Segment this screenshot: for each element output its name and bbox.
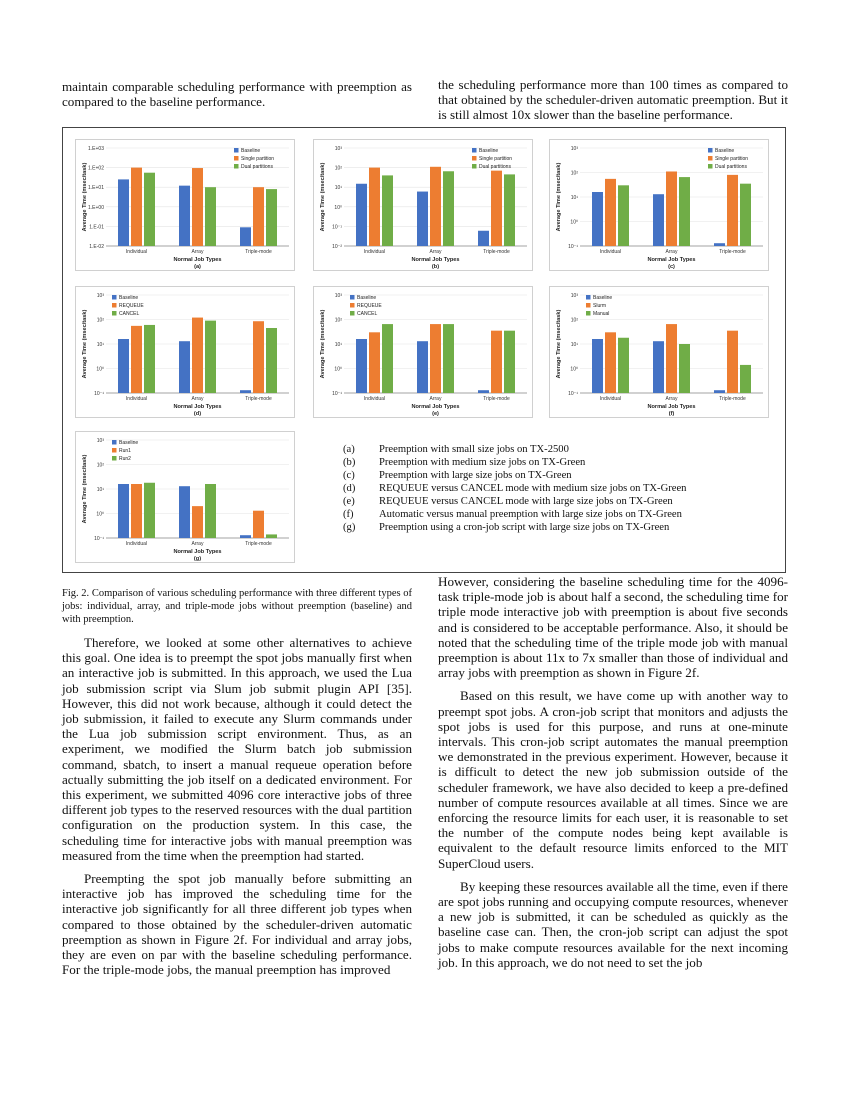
subfigure-legend-row: (f) Automatic versus manual preemption with large size jobs on TX-Green bbox=[343, 509, 682, 520]
bar-dual-partitions bbox=[205, 187, 216, 246]
y-tick-label: 10³ bbox=[96, 293, 104, 299]
legend-label: Dual partitions bbox=[241, 164, 273, 170]
legend-swatch bbox=[350, 303, 355, 308]
paragraph: the scheduling performance more than 100 times as compared to that obtained by the scheduler-driven automatic preemption. But it is still almost 10x slower than the baseline performance. bbox=[438, 77, 788, 123]
y-axis-title: Average Time (msec/task) bbox=[82, 454, 88, 524]
bar-cancel bbox=[144, 325, 155, 393]
chart-panel-d bbox=[75, 286, 295, 418]
legend-swatch bbox=[234, 148, 239, 153]
y-tick-label: 10⁰ bbox=[570, 219, 578, 226]
y-tick-label: 10⁰ bbox=[96, 511, 104, 518]
legend-swatch bbox=[112, 295, 117, 300]
legend-label: Dual partitions bbox=[715, 164, 747, 170]
bar-baseline bbox=[592, 192, 603, 246]
bar-requeue bbox=[369, 332, 380, 393]
bar-baseline bbox=[179, 341, 190, 393]
subfigure-label: (e) bbox=[432, 411, 439, 417]
chart-panel-a bbox=[75, 139, 295, 271]
y-tick-label: 10⁰ bbox=[96, 366, 104, 373]
legend-label: CANCEL bbox=[357, 311, 378, 317]
legend-swatch bbox=[112, 448, 117, 453]
bar-baseline bbox=[478, 390, 489, 393]
legend-swatch bbox=[708, 148, 713, 153]
bar-slurm bbox=[666, 324, 677, 393]
y-tick-label: 10² bbox=[334, 165, 342, 172]
bar-run1 bbox=[192, 506, 203, 538]
y-tick-label: 1.E-02 bbox=[89, 244, 104, 250]
bar-cancel bbox=[443, 324, 454, 393]
legend-label: Slurm bbox=[593, 303, 607, 309]
bar-dual-partitions bbox=[618, 185, 629, 246]
y-tick-label: 10⁻¹ bbox=[94, 536, 104, 542]
chart-svg bbox=[76, 432, 296, 564]
top-right-text bbox=[438, 77, 788, 123]
bar-requeue bbox=[131, 326, 142, 393]
bar-baseline bbox=[179, 186, 190, 246]
y-tick-label: 10¹ bbox=[570, 342, 578, 348]
y-tick-label: 10⁻¹ bbox=[332, 224, 342, 231]
chart-svg bbox=[76, 287, 296, 419]
y-axis-title: Average Time (msec/task) bbox=[320, 309, 326, 379]
y-tick-label: 10³ bbox=[334, 293, 342, 299]
chart-svg bbox=[314, 287, 534, 419]
bar-run2 bbox=[205, 484, 216, 538]
x-tick-label: Individual bbox=[125, 396, 148, 402]
paragraph: Therefore, we looked at some other alternatives to achieve this goal. One idea is to preempt the spot jobs manually first when an interactive job is submitted. In this approach, we used the Lua job submission script via Slum job submit plugin API [35]. However, this did not work because, although it could detect the job submission, it failed to execute any Slurm commands under the Lua job submission script environment. Thus, as an experiment, we modified the Slurm batch job submission command, sbatch, to insert a manual requeue operation before actually submitting the job itself on a dedicated environment. For this experiment, we submitted 4096 core interactive jobs of three different job types to the reserved resources with the dual partition configuration on the production system. In this case, the scheduling time for interactive jobs with manual preemption was measured from the time when the preemption had started. bbox=[62, 635, 412, 863]
subfigure-label: (b) bbox=[431, 264, 440, 270]
x-tick-label: Array bbox=[429, 396, 442, 402]
legend-swatch bbox=[112, 303, 117, 308]
bar-cancel bbox=[504, 331, 515, 393]
y-tick-label: 10² bbox=[96, 462, 104, 469]
legend-label: Baseline bbox=[715, 148, 735, 154]
x-tick-label: Triple-mode bbox=[245, 396, 272, 402]
x-tick-label: Array bbox=[191, 249, 204, 255]
x-tick-label: Array bbox=[665, 396, 678, 402]
x-axis-title: Normal Job Types bbox=[647, 257, 696, 263]
bar-cancel bbox=[205, 321, 216, 393]
legend-label: Dual partitions bbox=[479, 164, 511, 170]
bar-slurm bbox=[727, 331, 738, 393]
bar-baseline bbox=[653, 341, 664, 393]
bar-dual-partitions bbox=[144, 173, 155, 246]
y-tick-label: 10¹ bbox=[96, 487, 104, 493]
chart-panel-f bbox=[549, 286, 769, 418]
y-tick-label: 10² bbox=[96, 317, 104, 324]
bar-baseline bbox=[714, 243, 725, 246]
bar-baseline bbox=[240, 390, 251, 393]
y-tick-label: 10³ bbox=[570, 146, 578, 152]
subfigure-label: (f) bbox=[668, 411, 675, 417]
bar-requeue bbox=[430, 324, 441, 393]
x-axis-title: Normal Job Types bbox=[411, 257, 460, 263]
x-axis-title: Normal Job Types bbox=[173, 549, 222, 555]
paragraph: Based on this result, we have come up with another way to preempt spot jobs. A cron-job script that monitors and adjusts the spot jobs is used for this purpose, and runs at one-minute intervals. This cron-job script automates the manual preemption we demonstrated in the previous experiment. However, because it is difficult to detect the new job submission outside of the scheduler framework, we have also decided to keep a pre-defined number of compute resources available at all times. Since we are enforcing the resource limits for each user, it is reasonable to set the number of the compute nodes being kept available is equivalent to the default resource limits enforced to the MIT SuperCloud users. bbox=[438, 688, 788, 871]
x-tick-label: Triple-mode bbox=[719, 396, 746, 402]
bar-requeue bbox=[491, 331, 502, 393]
bar-run2 bbox=[144, 483, 155, 538]
legend-swatch bbox=[586, 311, 591, 316]
bar-manual bbox=[618, 338, 629, 393]
y-tick-label: 10¹ bbox=[96, 342, 104, 348]
bar-single-partition bbox=[666, 171, 677, 246]
y-tick-label: 10³ bbox=[334, 146, 342, 152]
y-tick-label: 10⁻¹ bbox=[332, 391, 342, 397]
legend-label: Run1 bbox=[119, 448, 131, 454]
y-tick-label: 10² bbox=[334, 317, 342, 324]
legend-label: Single partition bbox=[715, 156, 749, 162]
y-tick-label: 10⁰ bbox=[334, 366, 342, 373]
legend-swatch bbox=[350, 311, 355, 316]
subfigure-label: (c) bbox=[668, 264, 675, 270]
x-axis-title: Normal Job Types bbox=[173, 257, 222, 263]
y-axis-title: Average Time (msec/task) bbox=[82, 162, 88, 232]
bar-dual-partitions bbox=[443, 171, 454, 246]
bottom-left-text bbox=[62, 635, 412, 977]
legend-swatch bbox=[234, 156, 239, 161]
subfigure-legend-row: (d) REQUEUE versus CANCEL mode with medium size jobs on TX-Green bbox=[343, 483, 687, 494]
paragraph: By keeping these resources available all the time, even if there are spot jobs running and occupying compute resources, whenever a new job is submitted, it can be scheduled as quickly as the baseline case can. Then, the cron-job script can adjust the spot jobs to make compute resources available for the next incoming job. In this approach, we do not need to set the job bbox=[438, 878, 788, 970]
x-tick-label: Individual bbox=[363, 396, 386, 402]
bar-baseline bbox=[240, 227, 251, 246]
bar-baseline bbox=[118, 339, 129, 393]
bar-baseline bbox=[240, 535, 251, 538]
bar-baseline bbox=[417, 341, 428, 393]
bar-single-partition bbox=[491, 171, 502, 246]
legend-label: Single partition bbox=[241, 156, 275, 162]
bar-baseline bbox=[356, 184, 367, 246]
legend-label: Baseline bbox=[241, 148, 261, 154]
x-axis-title: Normal Job Types bbox=[411, 404, 460, 410]
chart-svg bbox=[550, 287, 770, 419]
chart-svg bbox=[550, 140, 770, 272]
x-tick-label: Array bbox=[665, 249, 678, 255]
bar-baseline bbox=[118, 484, 129, 538]
figure-caption: Fig. 2. Comparison of various scheduling performance with three different types of jobs: individual, array, and triple-mode jobs without preemption (baseline) and with preemption. bbox=[62, 588, 412, 625]
subfigure-legend-row: (g) Preemption using a cron-job script with large size jobs on TX-Green bbox=[343, 522, 670, 533]
y-tick-label: 10⁰ bbox=[334, 204, 342, 211]
x-tick-label: Array bbox=[191, 396, 204, 402]
legend-label: Baseline bbox=[119, 295, 139, 301]
top-left-text bbox=[62, 79, 412, 109]
x-tick-label: Individual bbox=[599, 396, 622, 402]
chart-panel-g bbox=[75, 431, 295, 563]
bar-cancel bbox=[382, 324, 393, 393]
bar-run1 bbox=[131, 484, 142, 538]
x-tick-label: Array bbox=[191, 541, 204, 547]
bar-run2 bbox=[266, 534, 277, 538]
bar-baseline bbox=[118, 179, 129, 246]
subfigure-legend-row: (e) REQUEUE versus CANCEL mode with large size jobs on TX-Green bbox=[343, 496, 673, 507]
bar-single-partition bbox=[430, 167, 441, 246]
bar-requeue bbox=[192, 318, 203, 393]
legend-swatch bbox=[586, 303, 591, 308]
y-axis-title: Average Time (msec/task) bbox=[320, 162, 326, 232]
legend-swatch bbox=[708, 156, 713, 161]
bar-run1 bbox=[253, 511, 264, 538]
y-tick-label: 10² bbox=[570, 170, 578, 177]
bar-baseline bbox=[653, 194, 664, 246]
chart-svg bbox=[314, 140, 534, 272]
y-tick-label: 10² bbox=[570, 317, 578, 324]
y-tick-label: 1.E+03 bbox=[88, 146, 104, 152]
bar-single-partition bbox=[192, 168, 203, 246]
legend-swatch bbox=[472, 164, 477, 169]
bottom-right-text bbox=[438, 574, 788, 970]
legend-label: CANCEL bbox=[119, 311, 140, 317]
bar-single-partition bbox=[605, 179, 616, 246]
y-tick-label: 10¹ bbox=[570, 195, 578, 201]
paragraph: However, considering the baseline scheduling time for the 4096-task triple-mode job is about half a second, the scheduling time for triple mode interactive job with preemption is about five seconds and is considered to be acceptable performance. Also, it should be noted that the scheduling time of the triple mode job with manual preemption is about 11x to 7x smaller than those of individual and array jobs with preemption as shown in Figure 2f. bbox=[438, 574, 788, 681]
subfigure-legend-row: (c) Preemption with large size jobs on TX-Green bbox=[343, 470, 572, 481]
y-tick-label: 10¹ bbox=[334, 342, 342, 348]
y-tick-label: 10⁻¹ bbox=[568, 391, 578, 397]
bar-dual-partitions bbox=[504, 174, 515, 246]
chart-panel-e bbox=[313, 286, 533, 418]
bar-baseline bbox=[478, 231, 489, 246]
legend-swatch bbox=[472, 156, 477, 161]
bar-single-partition bbox=[131, 168, 142, 246]
legend-label: Baseline bbox=[479, 148, 499, 154]
bar-single-partition bbox=[369, 168, 380, 246]
subfigure-label: (a) bbox=[194, 264, 201, 270]
paragraph: maintain comparable scheduling performance with preemption as compared to the baseline performance. bbox=[62, 79, 412, 110]
bar-slurm bbox=[605, 332, 616, 393]
x-tick-label: Individual bbox=[599, 249, 622, 255]
y-axis-title: Average Time (msec/task) bbox=[82, 309, 88, 379]
x-tick-label: Array bbox=[429, 249, 442, 255]
legend-label: Single partition bbox=[479, 156, 513, 162]
bar-baseline bbox=[417, 192, 428, 246]
y-tick-label: 10⁻² bbox=[332, 244, 342, 250]
bar-requeue bbox=[253, 321, 264, 393]
legend-swatch bbox=[586, 295, 591, 300]
y-tick-label: 10¹ bbox=[334, 185, 342, 192]
legend-swatch bbox=[112, 440, 117, 445]
chart-panel-c bbox=[549, 139, 769, 271]
legend-label: Baseline bbox=[593, 295, 613, 301]
legend-label: Baseline bbox=[357, 295, 377, 301]
bar-dual-partitions bbox=[679, 177, 690, 246]
y-axis-title: Average Time (msec/task) bbox=[556, 162, 562, 232]
y-tick-label: 10⁰ bbox=[570, 366, 578, 373]
bar-baseline bbox=[179, 486, 190, 538]
figure-2 bbox=[62, 127, 786, 573]
bar-baseline bbox=[714, 390, 725, 393]
legend-swatch bbox=[708, 164, 713, 169]
subfigure-label: (g) bbox=[193, 556, 202, 562]
legend-label: Baseline bbox=[119, 440, 139, 446]
bar-manual bbox=[679, 344, 690, 393]
x-tick-label: Individual bbox=[363, 249, 386, 255]
legend-swatch bbox=[112, 456, 117, 461]
y-axis-title: Average Time (msec/task) bbox=[556, 309, 562, 379]
subfigure-label: (d) bbox=[193, 411, 202, 417]
x-axis-title: Normal Job Types bbox=[647, 404, 696, 410]
x-tick-label: Triple-mode bbox=[245, 249, 272, 255]
legend-swatch bbox=[234, 164, 239, 169]
y-tick-label: 10⁻¹ bbox=[568, 244, 578, 250]
x-tick-label: Triple-mode bbox=[483, 396, 510, 402]
x-tick-label: Triple-mode bbox=[245, 541, 272, 547]
y-tick-label: 1.E+00 bbox=[88, 204, 104, 211]
y-tick-label: 1.E+02 bbox=[88, 165, 104, 172]
y-tick-label: 1.E+01 bbox=[88, 185, 104, 192]
x-tick-label: Triple-mode bbox=[719, 249, 746, 255]
subfigure-legend-list bbox=[343, 443, 686, 534]
bar-baseline bbox=[592, 339, 603, 393]
x-tick-label: Individual bbox=[125, 541, 148, 547]
y-tick-label: 10³ bbox=[570, 293, 578, 299]
legend-label: REQUEUE bbox=[357, 303, 382, 309]
bar-baseline bbox=[356, 339, 367, 393]
x-tick-label: Triple-mode bbox=[483, 249, 510, 255]
y-tick-label: 1.E-01 bbox=[89, 224, 104, 231]
chart-panel-b bbox=[313, 139, 533, 271]
legend-swatch bbox=[112, 311, 117, 316]
x-axis-title: Normal Job Types bbox=[173, 404, 222, 410]
y-tick-label: 10³ bbox=[96, 438, 104, 444]
bar-manual bbox=[740, 365, 751, 393]
legend-label: Manual bbox=[593, 311, 610, 317]
legend-label: Run2 bbox=[119, 456, 131, 462]
x-tick-label: Individual bbox=[125, 249, 148, 255]
subfigure-legend-row: (b) Preemption with medium size jobs on TX-Green bbox=[343, 457, 586, 468]
bar-single-partition bbox=[253, 187, 264, 246]
bar-dual-partitions bbox=[266, 189, 277, 246]
legend-swatch bbox=[472, 148, 477, 153]
y-tick-label: 10⁻¹ bbox=[94, 391, 104, 397]
bar-dual-partitions bbox=[740, 184, 751, 246]
subfigure-legend-row: (a) Preemption with small size jobs on TX-2500 bbox=[343, 444, 569, 455]
chart-svg bbox=[76, 140, 296, 272]
legend-swatch bbox=[350, 295, 355, 300]
bar-single-partition bbox=[727, 175, 738, 246]
legend-label: REQUEUE bbox=[119, 303, 144, 309]
bar-cancel bbox=[266, 328, 277, 393]
bar-dual-partitions bbox=[382, 175, 393, 246]
paragraph: Preempting the spot job manually before submitting an interactive job has improved the scheduling time for the interactive job significantly for all three different job types when compared to those obtained by the scheduler-driven automatic preemption as shown in Figure 2f. For individual and array jobs, they are even on par with the baseline scheduling performance. For the triple-mode jobs, the manual preemption has improved bbox=[62, 871, 412, 978]
